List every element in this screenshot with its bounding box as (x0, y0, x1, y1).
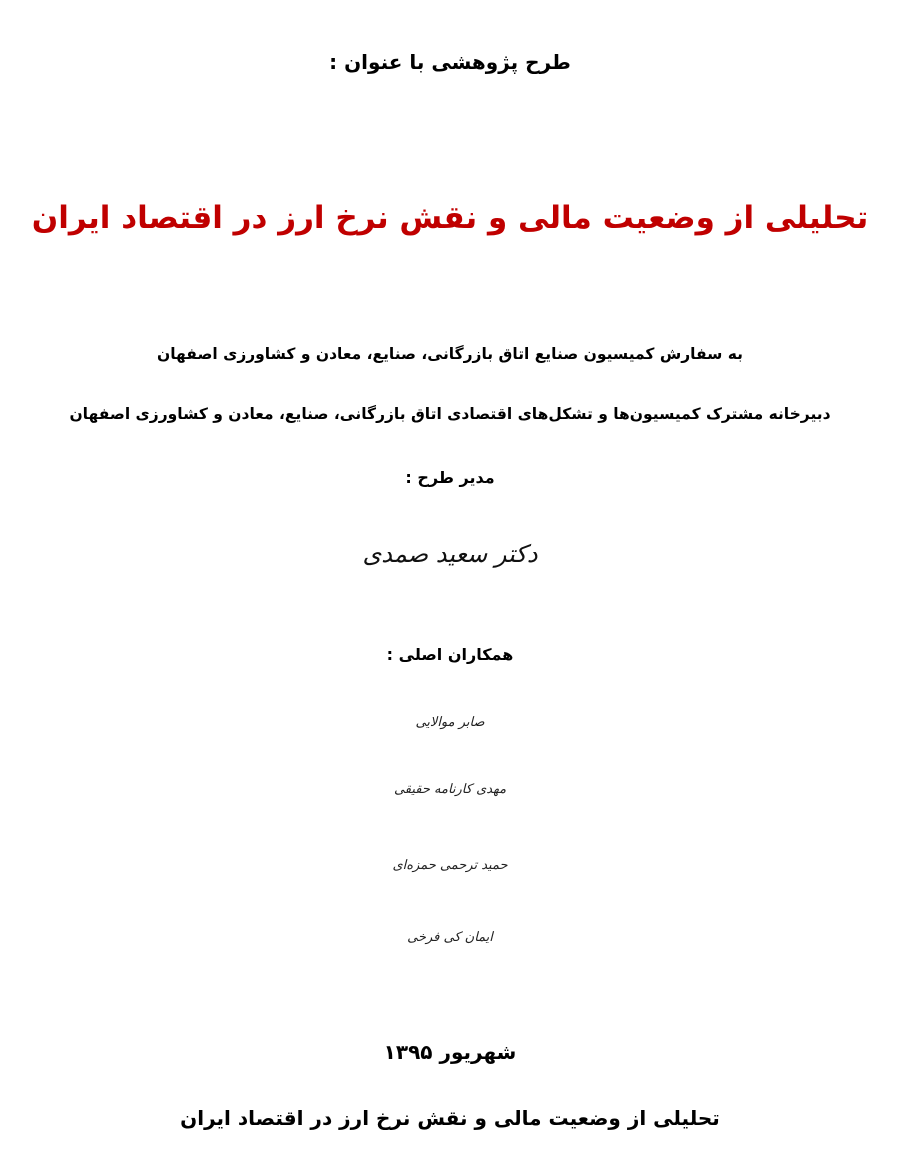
project-manager-label: مدیر طرح : (405, 468, 495, 487)
colleague-signature: مهدی کارنامه حقیقی (393, 782, 507, 797)
main-colleagues-label: همکاران اصلی : (386, 645, 514, 664)
colleague-signature: حمید ترحمی حمزه‌ای (392, 858, 508, 873)
publication-date: شهریور ۱۳۹۵ (383, 1040, 517, 1064)
main-title: تحلیلی از وضعیت مالی و نقش نرخ ارز در اقتصاد ایران (31, 200, 869, 236)
footer-title: تحلیلی از وضعیت مالی و نقش نرخ ارز در اقتصاد ایران (180, 1106, 720, 1130)
colleague-signature: ایمان کی فرخی (407, 930, 493, 945)
project-label: طرح پژوهشی با عنوان : (329, 50, 571, 74)
colleague-signature: صابر موالایی (415, 715, 485, 730)
project-manager-signature: دکتر سعید صمدی (362, 540, 538, 568)
secretariat-line: دبیرخانه مشترک کمیسیون‌ها و تشکل‌های اقتصادی اتاق بازرگانی، صنایع، معادن و کشاورزی اصفهان (69, 405, 831, 423)
commission-line: به سفارش کمیسیون صنایع اتاق بازرگانی، صنایع، معادن و کشاورزی اصفهان (157, 345, 743, 363)
